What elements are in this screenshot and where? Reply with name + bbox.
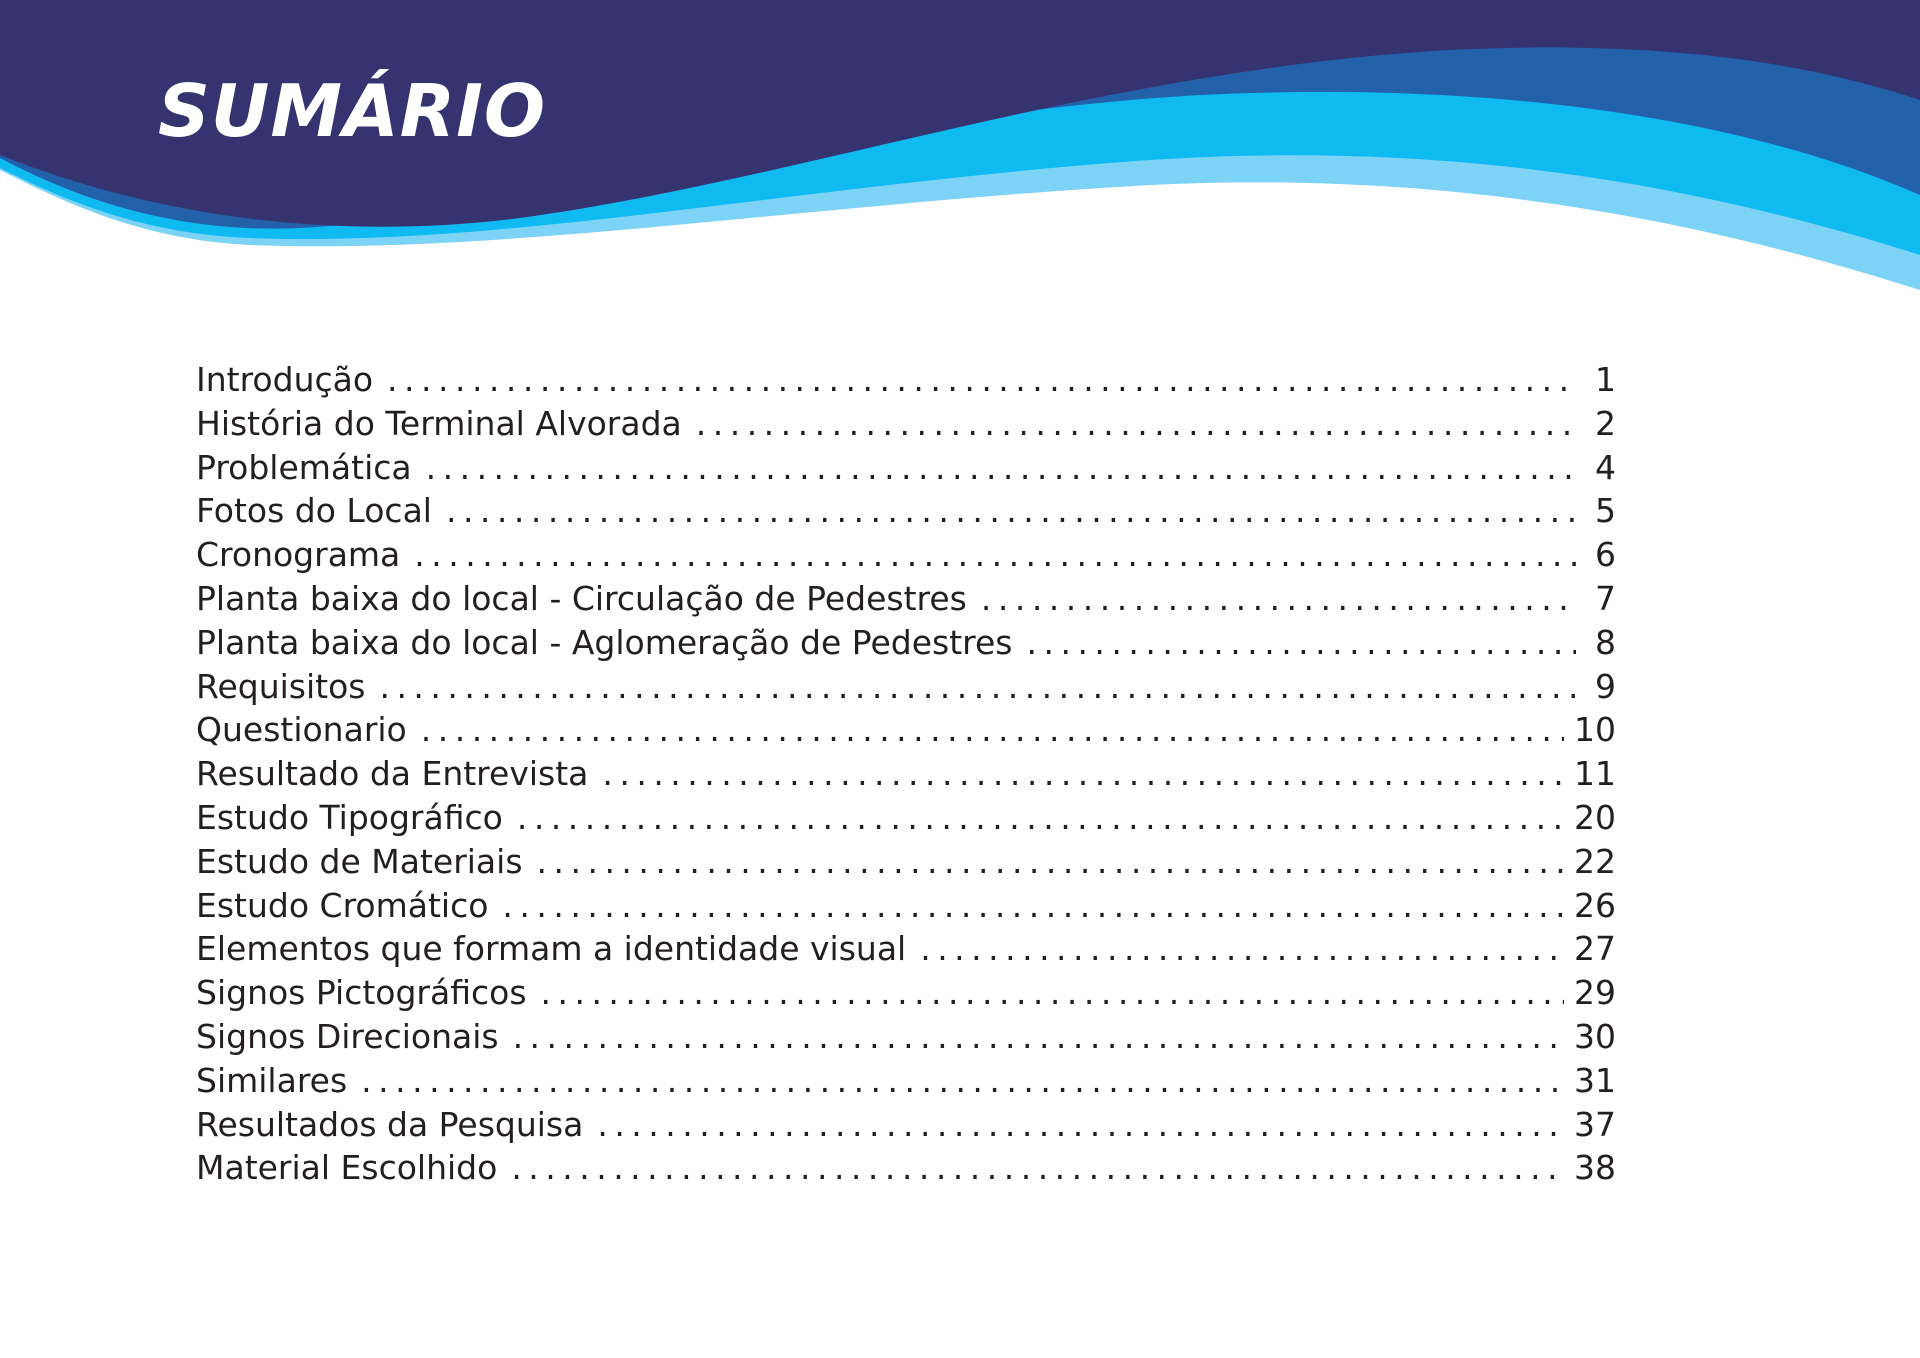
toc-entry[interactable]: [196, 621, 1616, 665]
toc-entry-page-number: 7: [1595, 578, 1616, 618]
toc-dot-leader: [421, 708, 1564, 752]
toc-entry-page-number: 5: [1595, 491, 1616, 531]
toc-entry-label: Fotos do Local: [196, 491, 432, 531]
toc-dot-leader: [379, 665, 1576, 709]
toc-entry[interactable]: [196, 708, 1616, 752]
toc-dot-leader: [387, 358, 1576, 402]
toc-dot-leader: [414, 533, 1576, 577]
toc-dot-leader: [446, 489, 1576, 533]
toc-entry-label: Resultado da Entrevista: [196, 754, 589, 794]
toc-entry-label: Introdução: [196, 360, 374, 399]
toc-dot-leader: [513, 1015, 1564, 1059]
toc-entry[interactable]: [196, 840, 1616, 884]
toc-entry[interactable]: [196, 1103, 1616, 1147]
toc-entry-label: Questionario: [196, 710, 407, 750]
toc-entry-label: Signos Pictográficos: [196, 973, 527, 1013]
toc-entry-label: Material Escolhido: [196, 1148, 498, 1188]
toc-entry-page-number: 2: [1595, 403, 1616, 443]
toc-dot-leader: [920, 927, 1564, 971]
toc-entry-page-number: 31: [1574, 1060, 1616, 1100]
toc-entry-page-number: 9: [1595, 666, 1616, 706]
page-title: SUMÁRIO: [158, 69, 547, 153]
toc-entry-page-number: 4: [1595, 447, 1616, 487]
toc-entry-page-number: 6: [1595, 535, 1616, 575]
toc-dot-leader: [602, 752, 1564, 796]
toc-dot-leader: [511, 1146, 1564, 1190]
toc-entry-page-number: 22: [1574, 841, 1616, 881]
toc-dot-leader: [361, 1059, 1564, 1103]
toc-entry-page-number: 29: [1574, 973, 1616, 1013]
toc-entry[interactable]: [196, 971, 1616, 1015]
toc-dot-leader: [426, 446, 1576, 490]
toc-dot-leader: [981, 577, 1576, 621]
toc-dot-leader: [541, 971, 1564, 1015]
toc-entry[interactable]: [196, 665, 1616, 709]
toc-entry[interactable]: [196, 358, 1616, 402]
toc-entry-label: Planta baixa do local - Circulação de Pedestres: [196, 578, 967, 618]
toc-entry[interactable]: [196, 796, 1616, 840]
toc-dot-leader: [1027, 621, 1577, 665]
toc-entry-label: Estudo Tipográfico: [196, 797, 503, 837]
toc-entry[interactable]: [196, 533, 1616, 577]
toc-entry-page-number: 1: [1595, 360, 1616, 399]
toc-entry[interactable]: [196, 884, 1616, 928]
toc-entry-page-number: 11: [1574, 754, 1616, 794]
toc-entry-page-number: 8: [1595, 622, 1616, 662]
toc-entry-page-number: 10: [1574, 710, 1616, 750]
toc-entry[interactable]: [196, 1015, 1616, 1059]
toc-entry[interactable]: [196, 489, 1616, 533]
toc-entry[interactable]: [196, 752, 1616, 796]
toc-dot-leader: [502, 884, 1564, 928]
toc-entry[interactable]: [196, 1059, 1616, 1103]
toc-entry-page-number: 38: [1574, 1148, 1616, 1188]
toc-entry-label: Planta baixa do local - Aglomeração de Pedestres: [196, 622, 1013, 662]
toc-dot-leader: [597, 1103, 1564, 1147]
toc-entry-label: História do Terminal Alvorada: [196, 403, 682, 443]
toc-entry[interactable]: [196, 402, 1616, 446]
toc-entry-page-number: 37: [1574, 1104, 1616, 1144]
toc-entry[interactable]: [196, 927, 1616, 971]
toc-entry[interactable]: [196, 577, 1616, 621]
toc-entry-page-number: 20: [1574, 797, 1616, 837]
table-of-contents: [196, 358, 1616, 1190]
toc-entry-label: Similares: [196, 1060, 348, 1100]
toc-dot-leader: [537, 840, 1564, 884]
toc-dot-leader: [517, 796, 1564, 840]
toc-entry-page-number: 26: [1574, 885, 1616, 925]
toc-entry-label: Estudo Cromático: [196, 885, 489, 925]
toc-entry-label: Elementos que formam a identidade visual: [196, 929, 907, 969]
toc-entry-label: Cronograma: [196, 535, 401, 575]
toc-entry-page-number: 27: [1574, 929, 1616, 969]
toc-entry-label: Resultados da Pesquisa: [196, 1104, 584, 1144]
toc-dot-leader: [696, 402, 1576, 446]
toc-entry-label: Requisitos: [196, 666, 366, 706]
toc-entry-label: Estudo de Materiais: [196, 841, 523, 881]
toc-entry-label: Signos Direcionais: [196, 1016, 499, 1056]
toc-entry[interactable]: [196, 446, 1616, 490]
toc-entry[interactable]: [196, 1146, 1616, 1190]
toc-entry-page-number: 30: [1574, 1016, 1616, 1056]
toc-entry-label: Problemática: [196, 447, 412, 487]
